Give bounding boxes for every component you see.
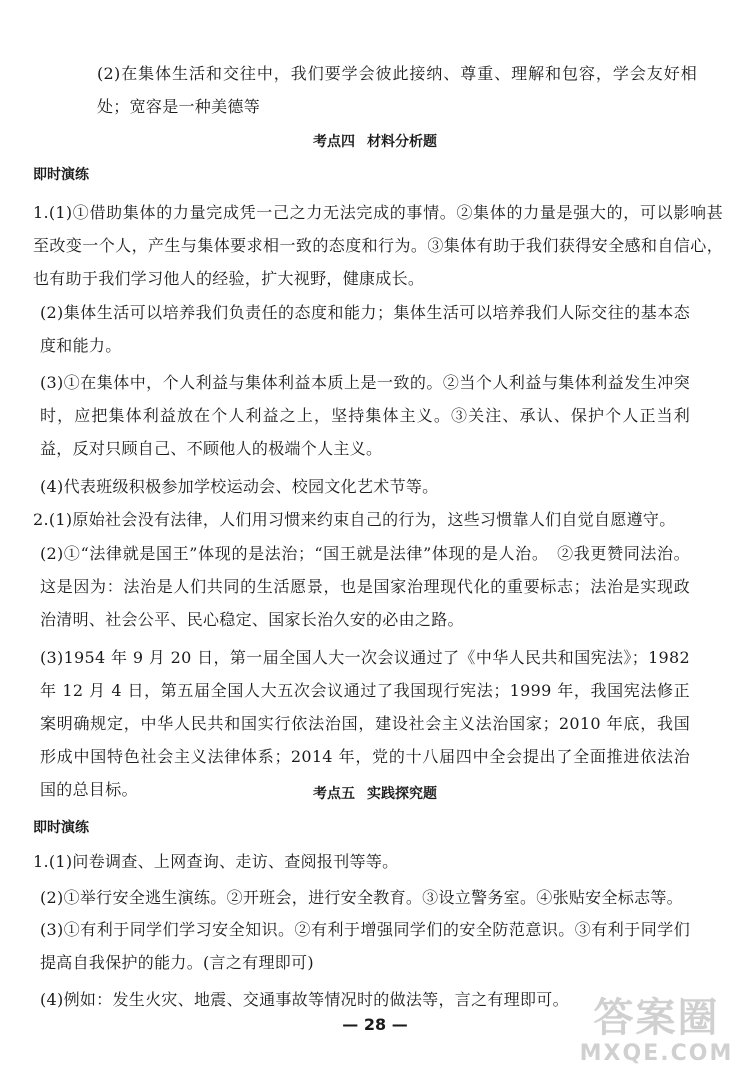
section-title: 实践探究题 <box>367 786 437 802</box>
practice-label: 即时演练 <box>33 820 89 836</box>
answer-paragraph: (2)集体生活可以培养我们负责任的态度和能力；集体生活可以培养我们人际交往的基本态度和能力。 <box>40 303 690 355</box>
answer-paragraph: (4)例如：发生火灾、地震、交通事故等情况时的做法等，言之有理即可。 <box>40 990 569 1009</box>
section-prefix: 考点四 <box>313 134 355 150</box>
section-title: 材料分析题 <box>367 134 437 150</box>
answer-paragraph: (4)代表班级积极参加学校运动会、校园文化艺术节等。 <box>40 477 439 496</box>
page-number: — 28 — <box>342 1015 408 1034</box>
answer-paragraph: (3)1954 年 9 月 20 日，第一届全国人大一次会议通过了《中华人民共和国宪法》；1982 年 12 月 4 日，第五届全国人大五次会议通过了我国现行宪法；1999 年，我国宪法修正案明确规定，中华人民共和国实行依法治国，建设社会主义法治国家；2010 年底，我国形成中国特色社会主义法律体系；2014 年，党的十八届四中全会提出了全面推进依法治国的总目标。 <box>40 648 690 799</box>
answer-paragraph: (2)①“法律就是国王”体现的是法治；“国王就是法律”体现的是人治。 ②我更赞同法治。这是因为：法治是人们共同的生活愿景，也是国家治理现代化的重要标志；法治是实现政治清明、社会公平、民心稳定、国家长治久安的必由之路。 <box>40 544 690 629</box>
watermark-url: MXQE.COM <box>579 1041 734 1066</box>
practice-label: 即时演练 <box>33 167 89 183</box>
answer-paragraph: 1.(1)①借助集体的力量完成凭一己之力无法完成的事情。②集体的力量是强大的，可以影响甚至改变一个人，产生与集体要求相一致的态度和行为。③集体有助于我们获得安全感和自信心，也有助于我们学习他人的经验，扩大视野，健康成长。 <box>33 203 723 288</box>
section-heading-5 <box>0 784 750 804</box>
answer-paragraph: (2)①举行安全逃生演练。②开班会，进行安全教育。③设立警务室。④张贴安全标志等。 <box>40 888 683 907</box>
answer-paragraph: (3)①有利于同学们学习安全知识。②有利于增强同学们的安全防范意识。③有利于同学们提高自我保护的能力。(言之有理即可) <box>40 920 690 972</box>
intro-paragraph: (2)在集体生活和交往中，我们要学会彼此接纳、尊重、理解和包容，学会友好相处；宽容是一种美德等 <box>97 64 697 116</box>
answer-paragraph: 1.(1)问卷调查、上网查询、走访、查阅报刊等等。 <box>33 852 399 871</box>
answer-paragraph: 2.(1)原始社会没有法律，人们用习惯来约束自己的行为，这些习惯靠人们自觉自愿遵守。 <box>33 510 676 529</box>
watermark-text: 答案圈 <box>593 995 720 1041</box>
answer-paragraph: (3)①在集体中，个人利益与集体利益本质上是一致的。②当个人利益与集体利益发生冲突时，应把集体利益放在个人利益之上，坚持集体主义。③关注、承认、保护个人正当利益，反对只顾自己、不顾他人的极端个人主义。 <box>40 373 690 458</box>
section-heading-4 <box>0 132 750 152</box>
section-prefix: 考点五 <box>313 786 355 802</box>
